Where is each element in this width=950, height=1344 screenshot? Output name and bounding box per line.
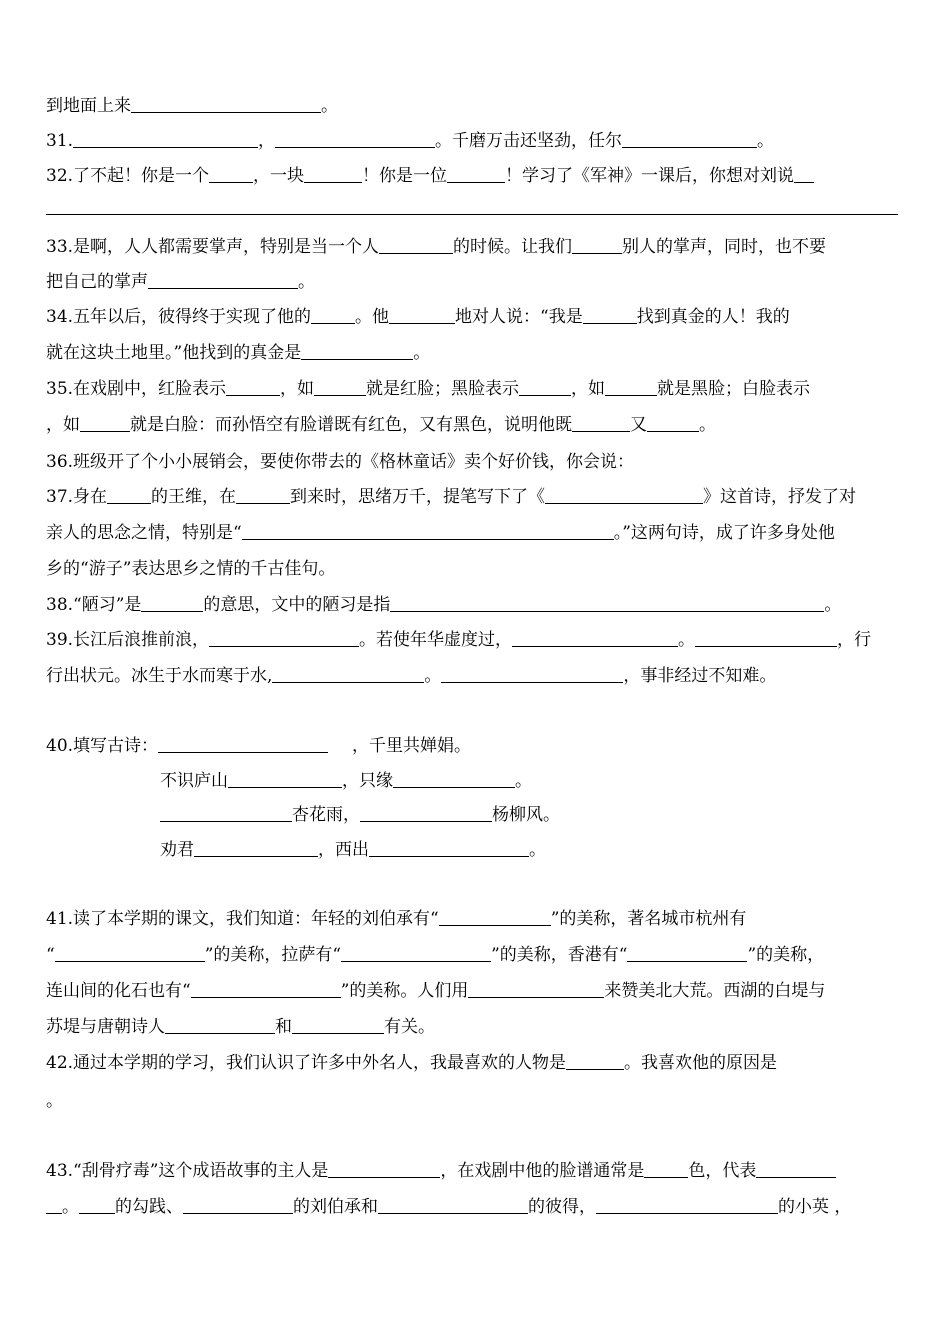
answer-blank[interactable] [183,1197,293,1214]
question-43: 43.“刮骨疗毒”这个成语故事的主人是 ，在戏剧中他的脸谱通常是 色，代表 [46,1160,836,1182]
answer-blank[interactable] [311,307,355,324]
question-34: 34.五年以后，彼得终于实现了他的 。他 地对人说：“我是 找到真金的人！我的 [46,307,790,327]
answer-blank[interactable] [107,487,151,504]
question-31: 31. ， 。千磨万击还坚劲，任尔 。 [46,131,775,151]
answer-blank[interactable] [644,1161,688,1178]
question-35-line2: ，如 就是白脸：而孙悟空有脸谱既有红色，又有黑色，说明他既 又 。 [46,415,716,435]
answer-blank[interactable] [441,666,623,683]
question-35: 35.在戏剧中，红脸表示 ，如 就是红脸；黑脸表示 ，如 就是黑脸；白脸表示 [46,379,811,399]
answer-blank[interactable] [572,237,622,254]
answer-blank[interactable] [519,379,571,396]
question-39-line2: 行出状元。冰生于水而寒于水, 。 ，事非经过不知难。 [46,666,777,686]
answer-blank[interactable] [605,379,657,396]
answer-line[interactable] [46,214,898,215]
poem-line-2: 杏花雨， 杨柳风。 [160,804,560,826]
answer-blank[interactable] [79,1197,115,1214]
answer-blank[interactable] [191,981,341,998]
question-33: 33.是啊，人人都需要掌声，特别是当一个人 的时候。让我们 别人的掌声，同时，也不要 [46,237,827,257]
answer-blank[interactable] [228,771,342,788]
answer-blank[interactable] [158,736,328,753]
question-41-line3: 连山间的化石也有“ ”的美称。人们用 来赞美北大荒。西湖的白堤与 [46,981,826,1001]
question-37: 37.身在 的王维，在 到来时，思绪万千，提笔写下了《 》这首诗，抒发了对 [46,487,857,507]
answer-blank[interactable] [275,131,435,148]
answer-blank[interactable] [389,307,455,324]
question-41-line4: 苏堤与唐朝诗人 和 有关。 [46,1017,435,1037]
poem-line-1: 不识庐山 ，只缘 。 [160,771,532,791]
question-39: 39.长江后浪推前浪， 。若使年华虚度过， 。 ，行 [46,630,872,650]
answer-blank[interactable] [627,945,747,962]
answer-blank[interactable] [236,487,290,504]
question-38: 38.“陋习”是 的意思，文中的陋习是指 。 [46,595,842,615]
answer-blank[interactable] [545,487,703,504]
answer-blank[interactable] [622,131,757,148]
q30-tail: 到地面上来 。 [46,96,338,116]
question-42: 42.通过本学期的学习，我们认识了许多中外名人，我最喜欢的人物是 。我喜欢他的原因是 [46,1053,778,1073]
answer-blank[interactable] [73,131,258,148]
answer-blank[interactable] [46,1197,62,1214]
answer-blank[interactable] [242,523,614,540]
question-34-line2: 就在这块土地里。”他找到的真金是 。 [46,343,431,363]
answer-blank[interactable] [566,1053,624,1070]
answer-blank[interactable] [583,307,637,324]
answer-blank[interactable] [390,595,824,612]
answer-blank[interactable] [794,166,814,183]
answer-blank[interactable] [468,981,604,998]
question-40: 40.填写古诗： ，千里共婵娟。 [46,736,472,756]
answer-blank[interactable] [393,771,515,788]
answer-blank[interactable] [80,415,130,432]
answer-blank[interactable] [209,166,253,183]
answer-blank[interactable] [141,595,203,612]
answer-blank[interactable] [131,96,321,113]
answer-blank[interactable] [512,630,678,647]
answer-blank[interactable] [272,666,424,683]
answer-blank[interactable] [439,909,551,926]
answer-blank[interactable] [328,1161,440,1178]
answer-blank[interactable] [596,1197,778,1214]
answer-blank[interactable] [341,945,491,962]
answer-blank[interactable] [647,415,699,432]
answer-blank[interactable] [360,805,492,822]
answer-blank[interactable] [378,1197,528,1214]
question-42-line2: 。 [46,1091,63,1111]
answer-blank[interactable] [379,237,453,254]
question-41: 41.读了本学期的课文，我们知道：年轻的刘伯承有“ ”的美称，著名城市杭州有 [46,909,747,929]
answer-blank[interactable] [165,1017,275,1034]
answer-blank[interactable] [304,166,362,183]
answer-blank[interactable] [301,343,413,360]
question-36: 36.班级开了个小小展销会，要使你带去的《格林童话》卖个好价钱，你会说： [46,452,635,472]
answer-blank[interactable] [226,379,280,396]
answer-blank[interactable] [55,945,205,962]
answer-blank[interactable] [695,630,837,647]
question-43-line2: 。 的勾践、 的刘伯承和 的彼得， 的小英 ， [46,1196,851,1218]
answer-blank[interactable] [369,840,529,857]
question-32: 32.了不起！你是一个 ，一块 ！你是一位 ！学习了《军神》一课后，你想对刘说 [46,165,814,187]
answer-blank[interactable] [160,805,292,822]
question-37-line2: 亲人的思念之情，特别是“ 。”这两句诗，成了许多身处他 [46,523,835,543]
answer-blank[interactable] [148,272,298,289]
question-33-line2: 把自己的掌声 。 [46,272,315,292]
answer-blank[interactable] [194,840,318,857]
answer-blank[interactable] [209,630,359,647]
question-37-line3: 乡的“游子”表达思乡之情的千古佳句。 [46,559,336,579]
answer-blank[interactable] [314,379,366,396]
poem-line-3: 劝君 ，西出 。 [160,840,546,860]
answer-blank[interactable] [292,1017,384,1034]
answer-blank[interactable] [756,1161,836,1178]
answer-blank[interactable] [447,166,505,183]
answer-blank[interactable] [572,415,630,432]
question-41-line2: “ ”的美称，拉萨有“ ”的美称，香港有“ ”的美称， [46,945,825,965]
